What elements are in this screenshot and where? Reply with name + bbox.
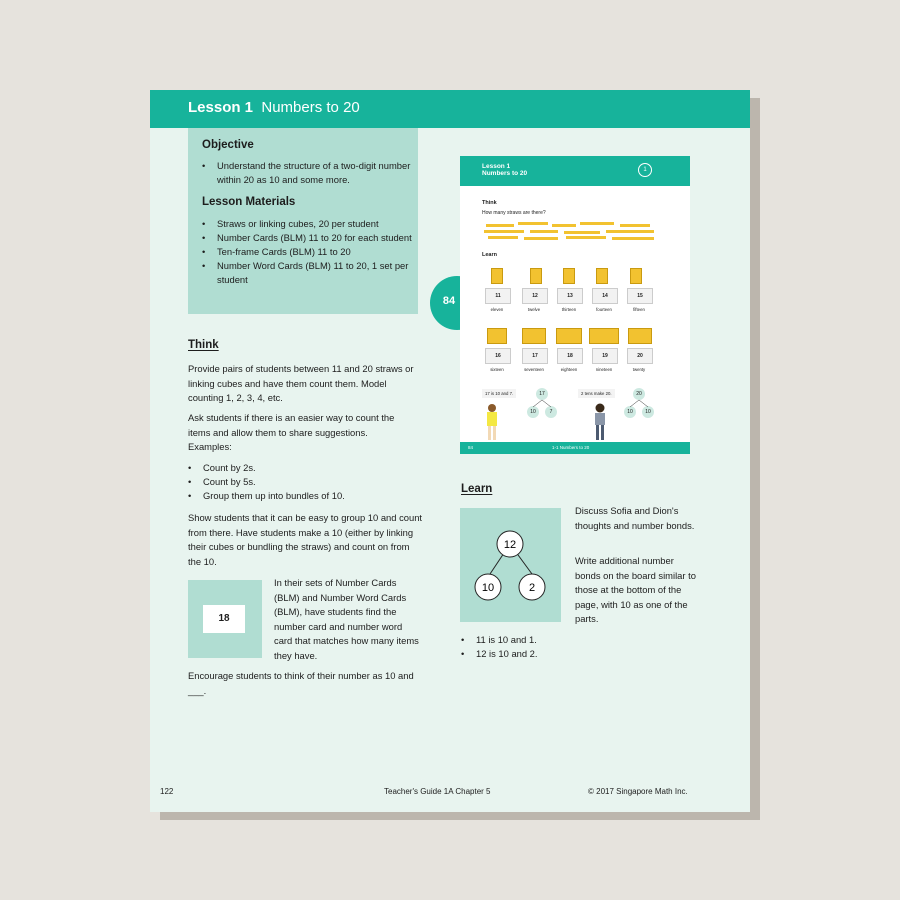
learn-bullets	[461, 633, 661, 661]
bond-part: 10	[527, 406, 539, 418]
number-card-illustration	[188, 580, 262, 658]
materials-item: • Straws or linking cubes, 20 per student	[202, 217, 412, 231]
think-paragraph-1: Provide pairs of students between 11 and 20 straws or linking cubes and have them count them. Model counting 1, 2, 3, 4, etc.	[188, 363, 414, 403]
textbook-lesson-label: Lesson 1	[482, 163, 511, 170]
number-word: fifteen	[633, 307, 645, 312]
materials-heading: Lesson Materials	[202, 196, 296, 208]
bond-whole: 20	[633, 388, 645, 400]
number-cardlet: 13	[557, 288, 583, 304]
materials-list	[202, 217, 412, 287]
number-word: twenty	[632, 367, 646, 372]
think-paragraph-5: Encourage students to think of their number as 10 and ___.	[188, 670, 414, 696]
bond-part-number: 10	[481, 582, 495, 594]
number-word: eleven	[490, 307, 504, 312]
number-word: twelve	[527, 307, 541, 312]
teacher-guide-page	[150, 90, 750, 812]
number-cardlet: 14	[592, 288, 618, 304]
dion-figure	[595, 404, 605, 441]
number-word: sixteen	[490, 367, 504, 372]
think-heading: Think	[188, 339, 219, 351]
number-word: fourteen	[596, 307, 612, 312]
lesson-title: Numbers to 20	[261, 99, 360, 116]
number-cardlet: 12	[522, 288, 548, 304]
number-cardlet: 17	[522, 348, 548, 364]
footer-page-number: 122	[160, 787, 174, 796]
textbook-figures	[460, 156, 690, 454]
bond-part: 10	[642, 406, 654, 418]
number-cardlet: 16	[485, 348, 511, 364]
objective-heading: Objective	[202, 139, 254, 151]
lesson-banner	[150, 90, 750, 128]
sofia-speech-bubble: 17 is 10 and 7.	[482, 389, 516, 398]
lesson-label: Lesson 1	[188, 99, 254, 116]
think-bullet: • Count by 2s.	[188, 461, 418, 475]
dion-speech-bubble: 2 tens make 20.	[578, 389, 615, 398]
materials-item: • Number Word Cards (BLM) 11 to 20, 1 set per student	[202, 259, 412, 287]
think-bullet: • Group them up into bundles of 10.	[188, 489, 418, 503]
bond-whole-number: 12	[503, 539, 517, 551]
think-bullet: • Count by 5s.	[188, 475, 418, 489]
number-cardlet: 15	[627, 288, 653, 304]
number-bond-diagram	[460, 508, 561, 622]
think-bullets	[188, 461, 418, 503]
textbook-footer-page: 84	[468, 445, 474, 450]
bond-part: 10	[624, 406, 636, 418]
think-paragraph-3: Show students that it can be easy to group 10 and count from there. Have students make a 10 (either by linking their cubes or bundling the straws) and count on from the 10.	[188, 512, 423, 567]
textbook-learn-heading: Learn	[482, 252, 497, 258]
bond-whole: 17	[536, 388, 548, 400]
textbook-footer-title: 1-1 Numbers to 20	[552, 445, 590, 450]
number-word: eighteen	[560, 367, 578, 372]
learn-bullet: • 12 is 10 and 2.	[461, 647, 661, 661]
textbook-page-thumbnail	[460, 156, 690, 454]
textbook-question: How many straws are there?	[482, 210, 546, 216]
learn-heading: Learn	[461, 483, 493, 495]
number-bond-illustration	[460, 508, 561, 622]
number-cardlet: 11	[485, 288, 511, 304]
bond-part: 7	[545, 406, 557, 418]
footer-guide-title: Teacher's Guide 1A Chapter 5	[384, 787, 491, 796]
number-word: nineteen	[595, 367, 613, 372]
learn-paragraph-2: Write additional number bonds on the board similar to those at the bottom of the page, with 10 as one of the parts.	[575, 555, 696, 624]
number-cardlet: 18	[557, 348, 583, 364]
sofia-figure	[487, 404, 497, 440]
number-cardlet: 19	[592, 348, 618, 364]
student-page-number: 84	[442, 295, 456, 307]
number-cardlet: 20	[627, 348, 653, 364]
number-word: seventeen	[524, 367, 544, 372]
objective-box	[188, 128, 418, 314]
objective-item: • Understand the structure of a two-digit number within 20 as 10 and some more.	[202, 159, 412, 187]
lesson-heading	[188, 99, 360, 116]
number-card: 18	[203, 605, 245, 633]
number-word: thirteen	[561, 307, 577, 312]
textbook-number-badge: 1	[638, 163, 652, 177]
think-paragraph-4: In their sets of Number Cards (BLM) and Number Word Cards (BLM), have students find the number card and number word card that matches how many items they have.	[274, 577, 419, 661]
textbook-footer	[460, 442, 690, 454]
bond-part-number: 2	[528, 582, 536, 594]
learn-bullet: • 11 is 10 and 1.	[461, 633, 661, 647]
textbook-think-heading: Think	[482, 200, 497, 206]
learn-paragraph-1: Discuss Sofia and Dion's thoughts and number bonds.	[575, 505, 695, 531]
think-paragraph-2: Ask students if there is an easier way to count the items and allow them to share suggestions. Examples:	[188, 412, 395, 452]
footer-copyright: © 2017 Singapore Math Inc.	[588, 787, 688, 796]
textbook-lesson-name: Numbers to 20	[482, 170, 528, 177]
objective-list	[202, 159, 412, 187]
materials-item: • Number Cards (BLM) 11 to 20 for each student	[202, 231, 412, 245]
materials-item: • Ten-frame Cards (BLM) 11 to 20	[202, 245, 412, 259]
